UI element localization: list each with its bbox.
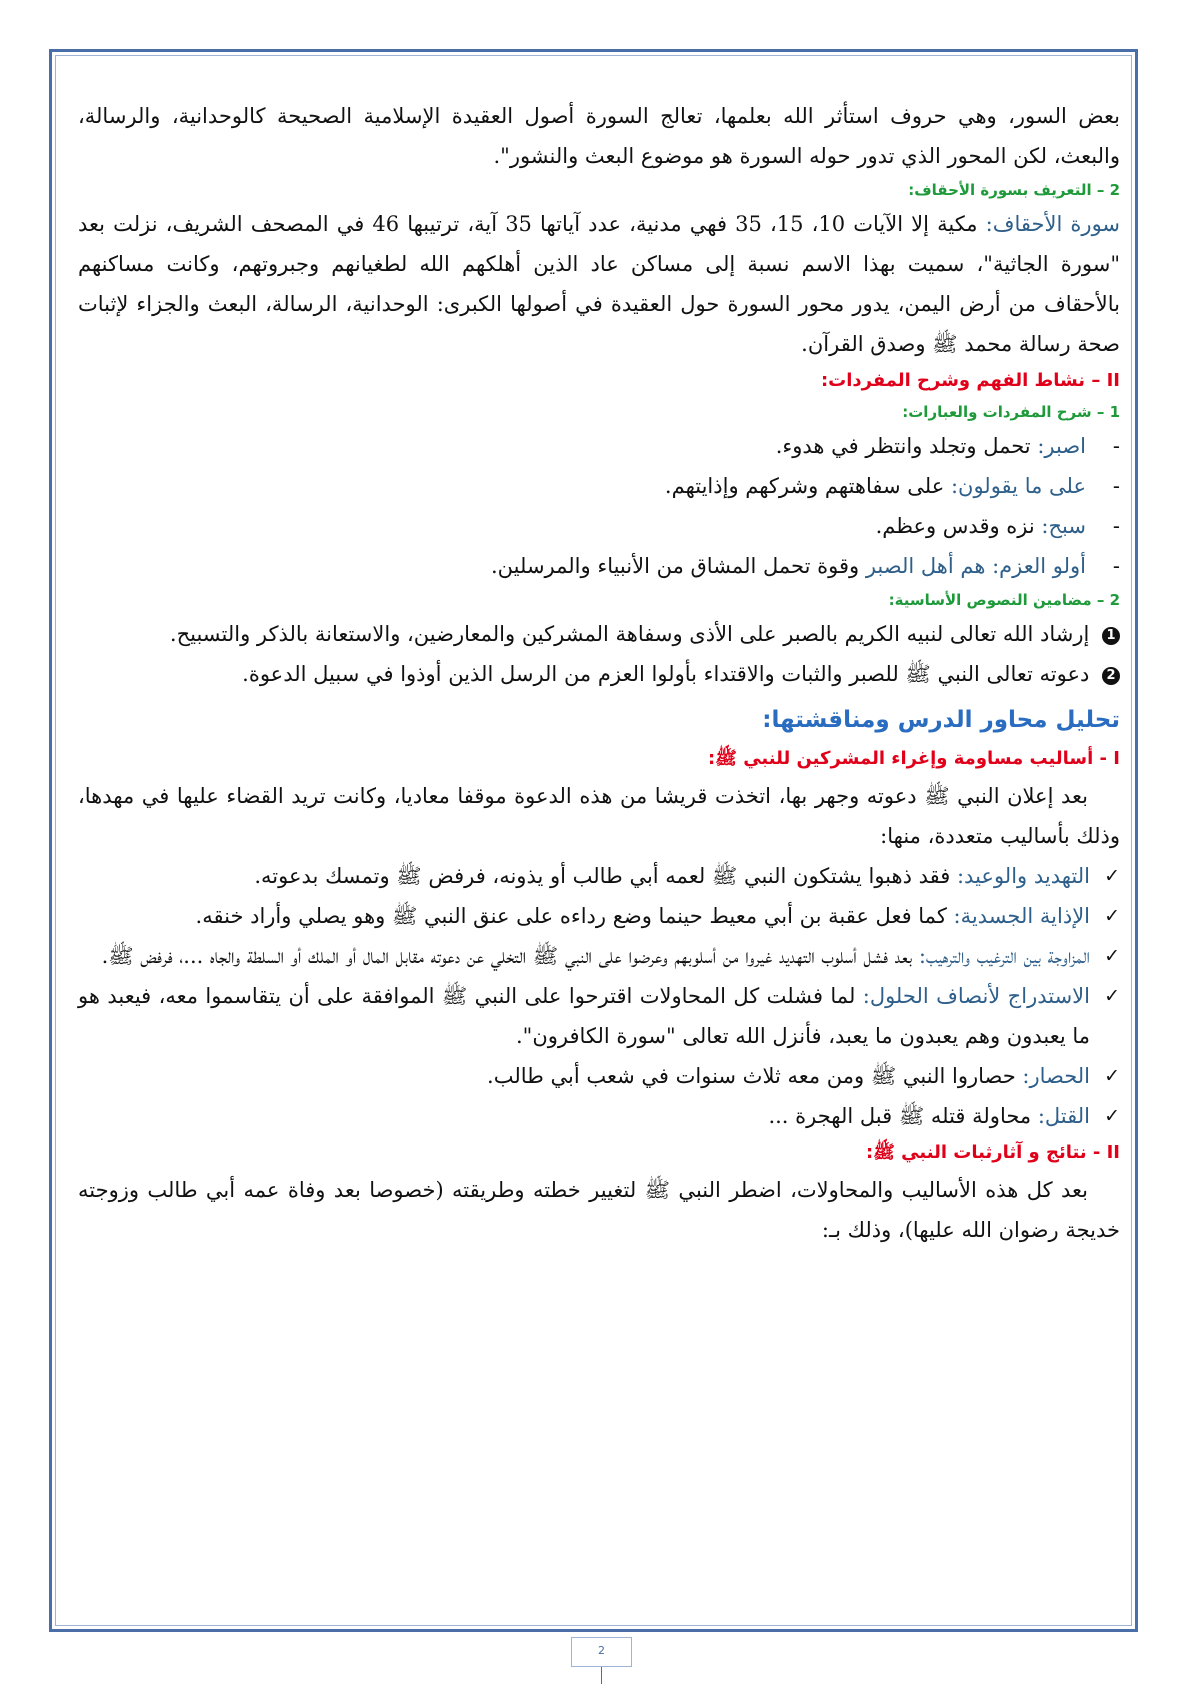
- themes-heading: 2 – مضامين النصوص الأساسية:: [888, 591, 1120, 609]
- ahqaf-paragraph: [78, 204, 1120, 364]
- method-term: القتل:: [1037, 1104, 1090, 1128]
- page-number-connector: [601, 1667, 602, 1684]
- list-item: [78, 506, 1120, 546]
- ahqaf-term: سورة الأحقاف:: [985, 212, 1121, 236]
- section-heading-comprehension: II – نشاط الفهم وشرح المفردات:: [820, 370, 1120, 391]
- list-item: [78, 466, 1120, 506]
- vocab-definition: نزه وقدس وعظم.: [875, 514, 1042, 538]
- methods-intro: بعد إعلان النبي ﷺ دعوته وجهر بها، اتخذت قريشا من هذه الدعوة موقفا معاديا، وكانت تريد القضاء عليها في مهدها، وذلك بأساليب متعددة، منها:: [78, 784, 1120, 848]
- vocab-term: اصبر:: [1037, 434, 1086, 458]
- section-heading-ahqaf: 2 – التعريف بسورة الأحقاف:: [908, 181, 1120, 199]
- vocab-heading: 1 – شرح المفردات والعبارات:: [902, 403, 1120, 421]
- method-term: التهديد والوعيد:: [956, 864, 1090, 888]
- list-item: [78, 426, 1120, 466]
- method-term: المزاوجة بين الترغيب والترهيب:: [918, 944, 1090, 968]
- intro-paragraph: بعض السور، وهي حروف استأثر الله بعلمها، تعالج السورة أصول العقيدة الإسلامية الصحيحة كالوحدانية، والرسالة، والبعث، لكن المحور الذي تدور حوله السورة هو موضوع البعث والنشور".: [78, 104, 1120, 168]
- theme-text: إرشاد الله تعالى لنبيه الكريم بالصبر على الأذى وسفاهة المشركين والمعارضين، والاستعانة بالذكر والتسبيح.: [169, 622, 1096, 646]
- dash-marker: -: [1112, 554, 1120, 578]
- vocab-list: [78, 426, 1120, 586]
- methods-list: [78, 856, 1120, 1136]
- dash-marker: -: [1112, 474, 1120, 498]
- check-icon: ✓: [1104, 1065, 1120, 1087]
- method-term: الحصار:: [1022, 1064, 1090, 1088]
- list-item: [78, 546, 1120, 586]
- check-icon: ✓: [1104, 1105, 1120, 1127]
- vocab-term: أولو العزم: هم أهل الصبر: [865, 554, 1086, 578]
- theme-item: [78, 654, 1120, 694]
- list-item: [78, 1056, 1120, 1096]
- vocab-definition: تحمل وتجلد وانتظر في هدوء.: [775, 434, 1038, 458]
- vocab-definition: على سفاهتهم وشركهم وإذايتهم.: [664, 474, 951, 498]
- results-paragraph: بعد كل هذه الأساليب والمحاولات، اضطر النبي ﷺ لتغيير خطته وطريقته (خصوصا بعد وفاة عمه أبي طالب وزوجته خديجة رضوان الله عليها)، وذلك بـ:: [78, 1178, 1120, 1242]
- method-text: محاولة قتله ﷺ قبل الهجرة ...: [768, 1104, 1038, 1128]
- analysis-heading: تحليل محاور الدرس ومناقشتها:: [762, 707, 1120, 733]
- theme-item: [78, 614, 1120, 654]
- ahqaf-text: مكية إلا الآيات 10، 15، 35 فهي مدنية، عدد آياتها 35 آية، ترتيبها 46 في المصحف الشريف، نزلت بعد "سورة الجاثية"، سميت بهذا الاسم نسبة إلى مساكن عاد الذين أهلكهم الله لطغيانهم وجبروتهم، وكانت مساكنهم بالأحقاف من أرض اليمن، يدور محور السورة حول العقيدة في أصولها الكبرى: الوحدانية، الرسالة، البعث والجزاء لإثبات صحة رسالة محمد ﷺ وصدق القرآن.: [78, 212, 1120, 356]
- method-term: الإذاية الجسدية:: [953, 904, 1090, 928]
- subsection-heading-results: II - نتائج و آثارثبات النبي ﷺ:: [865, 1142, 1120, 1163]
- list-item: [78, 936, 1120, 976]
- number-badge: 2: [1102, 667, 1120, 685]
- method-text: لما فشلت كل المحاولات اقترحوا على النبي ﷺ الموافقة على أن يتقاسموا معه، فيعبد هو ما يعبدون وهم يعبدون ما يعبد، فأنزل الله تعالى "سورة الكافرون".: [78, 984, 1090, 1048]
- method-term: الاستدراج لأنصاف الحلول:: [862, 984, 1090, 1008]
- method-text: حصاروا النبي ﷺ ومن معه ثلاث سنوات في شعب أبي طالب.: [487, 1064, 1023, 1088]
- list-item: [78, 1096, 1120, 1136]
- subsection-heading-methods: I - أساليب مساومة وإغراء المشركين للنبي ﷺ:: [707, 748, 1120, 769]
- document-body: [78, 96, 1120, 1250]
- check-icon: ✓: [1104, 905, 1120, 927]
- vocab-term: سبح:: [1041, 514, 1086, 538]
- number-badge: 1: [1102, 627, 1120, 645]
- dash-marker: -: [1112, 434, 1120, 458]
- list-item: [78, 976, 1120, 1056]
- check-icon: ✓: [1104, 985, 1120, 1007]
- list-item: [78, 896, 1120, 936]
- vocab-term: على ما يقولون:: [950, 474, 1086, 498]
- dash-marker: -: [1112, 514, 1120, 538]
- theme-text: دعوته تعالى النبي ﷺ للصبر والثبات والاقتداء بأولوا العزم من الرسل الذين أوذوا في سبيل الدعوة.: [242, 662, 1096, 686]
- page-number: 2: [571, 1637, 632, 1667]
- vocab-definition: وقوة تحمل المشاق من الأنبياء والمرسلين.: [491, 554, 866, 578]
- method-text: بعد فشل أسلوب التهديد غيروا من أسلوبهم وعرضوا على النبي ﷺ التخلي عن دعوته مقابل المال أو الملك أو السلطة والجاه ...، فرفض ﷺ.: [101, 944, 919, 968]
- list-item: [78, 856, 1120, 896]
- method-text: فقد ذهبوا يشتكون النبي ﷺ لعمه أبي طالب أو يذونه، فرفض ﷺ وتمسك بدعوته.: [254, 864, 957, 888]
- check-icon: ✓: [1104, 945, 1120, 967]
- check-icon: ✓: [1104, 865, 1120, 887]
- method-text: كما فعل عقبة بن أبي معيط حينما وضع رداءه على عنق النبي ﷺ وهو يصلي وأراد خنقه.: [195, 904, 954, 928]
